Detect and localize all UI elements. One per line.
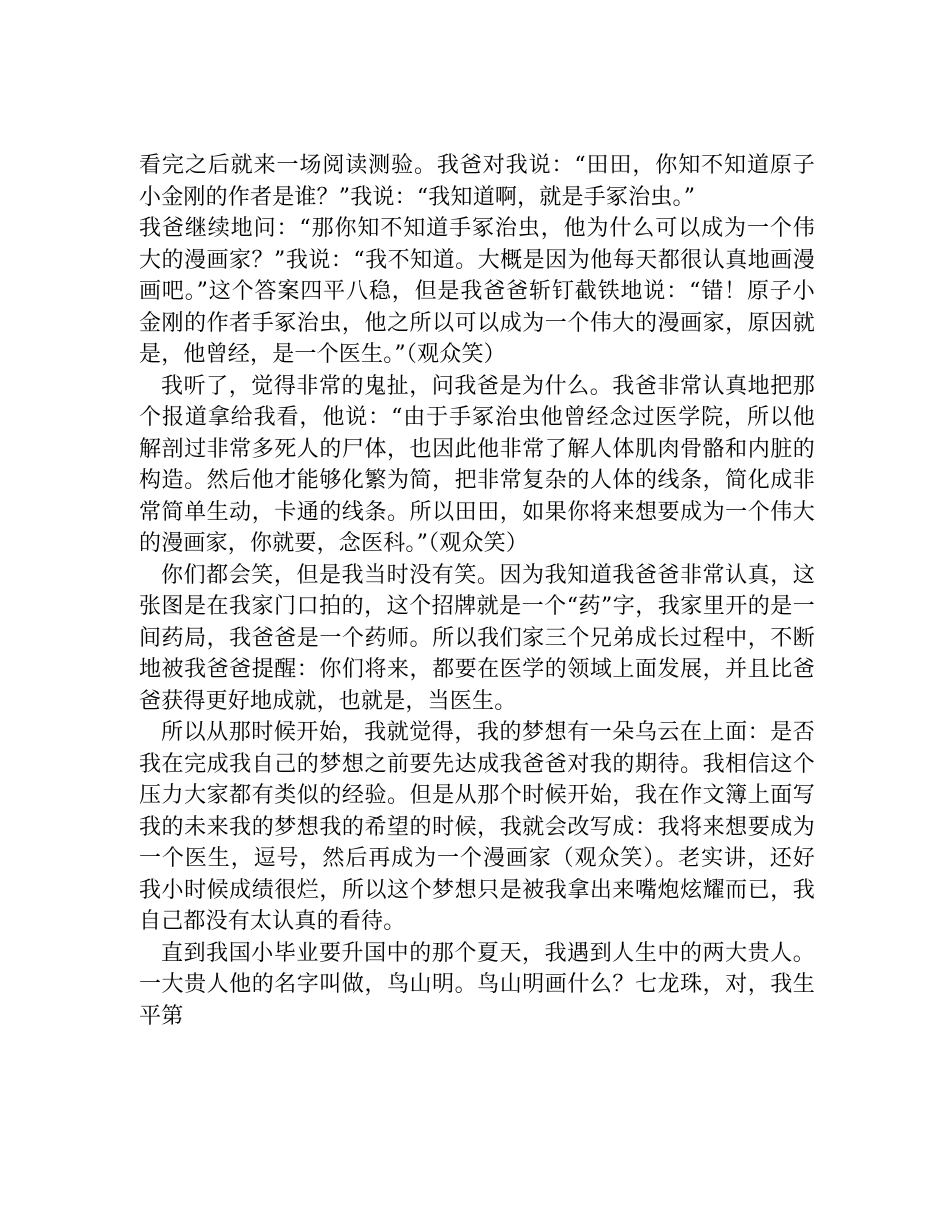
paragraph-3: 我听了，觉得非常的鬼扯，问我爸是为什么。我爸非常认真地把那个报道拿给我看，他说：“由于手冢治虫他曾经念过医学院，所以他解剖过非常多死人的尸体，也因此他非常了解人体肌肉骨骼和内脏的构造。然后他才能够化繁为简，把非常复杂的人体的线条，简化成非常简单生动，卡通的线条。所以田田，如果你将来想要成为一个伟大的漫画家，你就要，念医科。”（观众笑） <box>139 373 815 556</box>
paragraph-4: 你们都会笑，但是我当时没有笑。因为我知道我爸爸非常认真，这张图是在我家门口拍的，这个招牌就是一个“药”字，我家里开的是一间药局，我爸爸是一个药师。所以我们家三个兄弟成长过程中，不断地被我爸爸提醒：你们将来，都要在医学的领域上面发展，并且比爸爸获得更好地成就，也就是，当医生。 <box>139 562 815 714</box>
paragraph-1: 看完之后就来一场阅读测验。我爸对我说：“田田，你知不知道原子小金刚的作者是谁？”我说：“我知道啊，就是手冢治虫。” <box>139 153 815 210</box>
paragraph-2: 我爸继续地问：“那你知不知道手冢治虫，他为什么可以成为一个伟大的漫画家？”我说：“我不知道。大概是因为他每天都很认真地画漫画吧。”这个答案四平八稳，但是我爸爸斩钉截铁地说：“错！原子小金刚的作者手冢治虫，他之所以可以成为一个伟大的漫画家，原因就是，他曾经，是一个医生。”（观众笑） <box>139 216 815 367</box>
paragraph-5: 所以从那时候开始，我就觉得，我的梦想有一朵乌云在上面：是否我在完成我自己的梦想之前要先达成我爸爸对我的期待。我相信这个压力大家都有类似的经验。但是从那个时候开始，我在作文簿上面写我的未来我的梦想我的希望的时候，我就会改写成：我将来想要成为一个医生，逗号，然后再成为一个漫画家（观众笑）。老实讲，还好我小时候成绩很烂，所以这个梦想只是被我拿出来嘴炮炫耀而已，我自己都没有太认真的看待。 <box>139 720 815 934</box>
document-body <box>139 150 815 1032</box>
paragraph-6: 直到我国小毕业要升国中的那个夏天，我遇到人生中的两大贵人。一大贵人他的名字叫做，鸟山明。鸟山明画什么？七龙珠，对，我生平第 <box>139 940 815 1029</box>
